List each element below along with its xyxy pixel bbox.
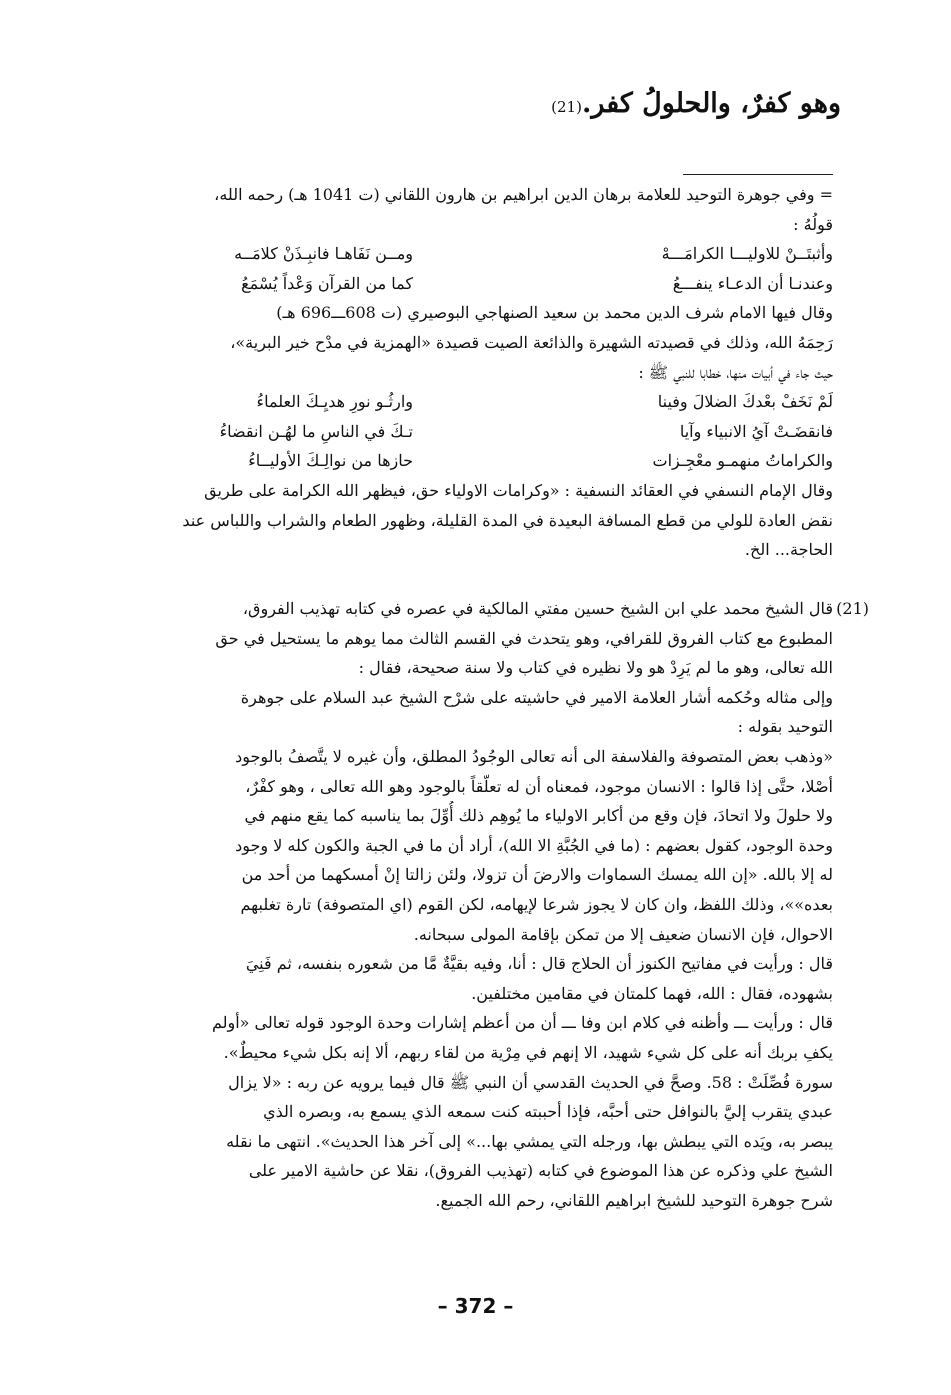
verse-row xyxy=(113,417,833,447)
verse-second-hemistich: ومــن نَفَاهـا فانبِـذَنْ كلامَــه xyxy=(234,244,413,264)
footnote-line: يكفِ بربك أنه على كل شيء شهيد، الا إنهم في مِرْية من لقاء ربهم، ألا إنه بكل شيء محيطٌ». xyxy=(223,1042,833,1062)
verse-row xyxy=(113,446,833,476)
verse-first-hemistich: لَمْ نَخَفْ بعْدكَ الضلالَ وفينا xyxy=(657,392,833,412)
footnote-separator xyxy=(683,174,833,175)
verse-first-hemistich: فانقضَـتْ آيُ الانبياء وآيا xyxy=(679,421,833,441)
footnote-line: رَحِمَهُ الله، وذلك في قصيدته الشهيرة والذائعة الصيت قصيدة «الهمزية في مدْح خير البرية»، xyxy=(230,332,833,352)
verse-first-hemistich: والكراماتُ منهمـو معْجِـزات xyxy=(652,451,833,471)
footnote-line: نقض العادة للولي من قطع المسافة البعيدة في المدة القليلة، وظهور الطعام والشراب واللباس عند xyxy=(182,510,833,530)
verse-second-hemistich: حازها من نوالِـكَ الأوليــاءُ xyxy=(248,451,413,471)
footnote-21 xyxy=(113,594,833,1215)
footnote-line: حيث جاء في أبيات منها، خطابا للنبي ﷺ : xyxy=(638,362,833,382)
footnote-line: التوحيد بقوله : xyxy=(737,717,833,737)
main-text: وهو كفرٌ، والحلولُ كفر. xyxy=(581,88,841,119)
verse-row xyxy=(113,269,833,299)
footnote-line: عبدي يتقرب إليَّ بالنوافل حتى أحبَّه، فإذا أحببته كنت سمعه الذي يسمع به، وبصره الذي xyxy=(263,1102,833,1122)
footnote-line: قال : ورأيت ـــ وأظنه في كلام ابن وفا ـــ أن من أعظم إشارات وحدة الوجود قوله تعالى «أولم xyxy=(211,1013,833,1033)
footnote-line: قال الشيخ محمد علي ابن الشيخ حسين مفتي المالكية في عصره في كتابه تهذيب الفروق، xyxy=(242,599,833,618)
page-number: – 372 – xyxy=(437,1294,514,1318)
footnote-line: «وذهب بعض المتصوفة والفلاسفة الى أنه تعالى الوجُودُ المطلق، وأن غيره لا يتَّصفُ بالوجود xyxy=(235,746,833,766)
footnote-line: = وفي جوهرة التوحيد للعلامة برهان الدين ابراهيم بن هارون اللقاني (ت 1041 هـ) رحمه الله، xyxy=(214,185,833,204)
footnote-line: بشهوده، فقال : الله، فهما كلمتان في مقامين مختلفين. xyxy=(471,983,833,1003)
footnote-line: المطبوع مع كتاب الفروق للقرافي، وهو يتحدث في القسم الثالث مما يوهم ما يستحيل في حق xyxy=(215,628,833,648)
verse-first-hemistich: وأثبتَــنْ للاوليـــا الكرامَـــهْ xyxy=(661,244,833,264)
footnote-line: سورة فُصِّلَتْ : 58. وصحَّ في الحديث القدسي أن النبي ﷺ قال فيما يرويه عن ربه : «لا يزال xyxy=(228,1072,833,1092)
footnote-line: قولُهُ : xyxy=(793,214,833,234)
footnote-line: أصْلا، حتَّى إذا قالوا : الانسان موجود، فمعناه أن له تعلّقاً بالوجود وهو الله تعالى ، وهو كفْرٌ، xyxy=(245,776,833,796)
footnote-line: وحدة الوجود، كقول بعضهم : (ما في الجُبَّةِ الا الله)، أراد أن ما في الجبة والكون كله لا وجود xyxy=(235,835,833,855)
main-text-line xyxy=(141,84,841,127)
footnote-line: بعده»»، وذلك اللفظ، وان كان لا يجوز شرعا لإيهامه، لكن القوم (اي المتصوفة) تارة تغلبهم xyxy=(240,894,833,914)
footnote-line: وقال فيها الامام شرف الدين محمد بن سعيد الصنهاجي البوصيري (ت 608ـــ696 هـ) xyxy=(276,303,833,323)
footnote-line: الاحوال، فإن الانسان ضعيف إلا من تمكن بإقامة المولى سبحانه. xyxy=(413,924,833,944)
verse-row xyxy=(113,239,833,269)
footnote-marker: (21) xyxy=(836,599,869,618)
footnote-line: شرح جوهرة التوحيد للشيخ ابراهيم اللقاني، رحم الله الجميع. xyxy=(435,1190,833,1210)
footnote-line: وإلى مثاله وحُكمه أشار العلامة الامير في حاشيته على شرْح الشيخ عبد السلام على جوهرة xyxy=(240,687,833,707)
footnote-line: الله تعالى، وهو ما لم يَرِدْ هو ولا نظيره في كتاب ولا سنة صحيحة، فقال : xyxy=(358,658,833,678)
footnote-line: وقال الإمام النسفي في العقائد النسفية : «وكرامات الاولياء حق، فيظهر الله الكرامة على طريق xyxy=(204,480,833,500)
verse-second-hemistich: تـكَ في الناسِ ما لهُـن انقضاءُ xyxy=(219,421,413,441)
verse-second-hemistich: وارثُـو نورِ هديِـكَ العلماءُ xyxy=(256,392,413,412)
verse-row xyxy=(113,387,833,417)
footnote-line: له إلا بالله. «إن الله يمسك السماوات والارضَ أن تزولا، ولئن زالتا إنْ أمسكهما من أحد من xyxy=(241,865,833,885)
footnote-line: يبصر به، ويَده التي يبطش بها، ورجله التي يمشي بها...» إلى آخر هذا الحديث». انتهى ما نقله xyxy=(226,1131,833,1151)
footnote-line: قال : ورأيت في مفاتيح الكنوز أن الحلاج قال : أنا، وفيه بقيَّةٌ مَّا من شعوره بنفسه، ثم فَنِيَ xyxy=(245,954,833,974)
verse-second-hemistich: كما من القرآن وَعْداً يُسْمَعُ xyxy=(241,273,413,293)
footnote-line: الشيخ علي وذكره عن هذا الموضوع في كتابه (تهذيب الفروق)، نقلا عن حاشية الامير على xyxy=(248,1161,833,1181)
footnote-line: الحاجة... الخ. xyxy=(744,540,833,560)
footnote-reference: (21) xyxy=(551,98,582,116)
footnote-continued xyxy=(113,180,833,565)
verse-first-hemistich: وعندنـا أن الدعـاء ينفـــعُ xyxy=(672,273,833,293)
footnote-line: ولا حلولَ ولا اتحادَ، فإن وقع من أكابر الاولياء ما يُوهِم ذلك أُوِّلَ بما يناسبه كما يقع منهم في xyxy=(244,806,833,826)
